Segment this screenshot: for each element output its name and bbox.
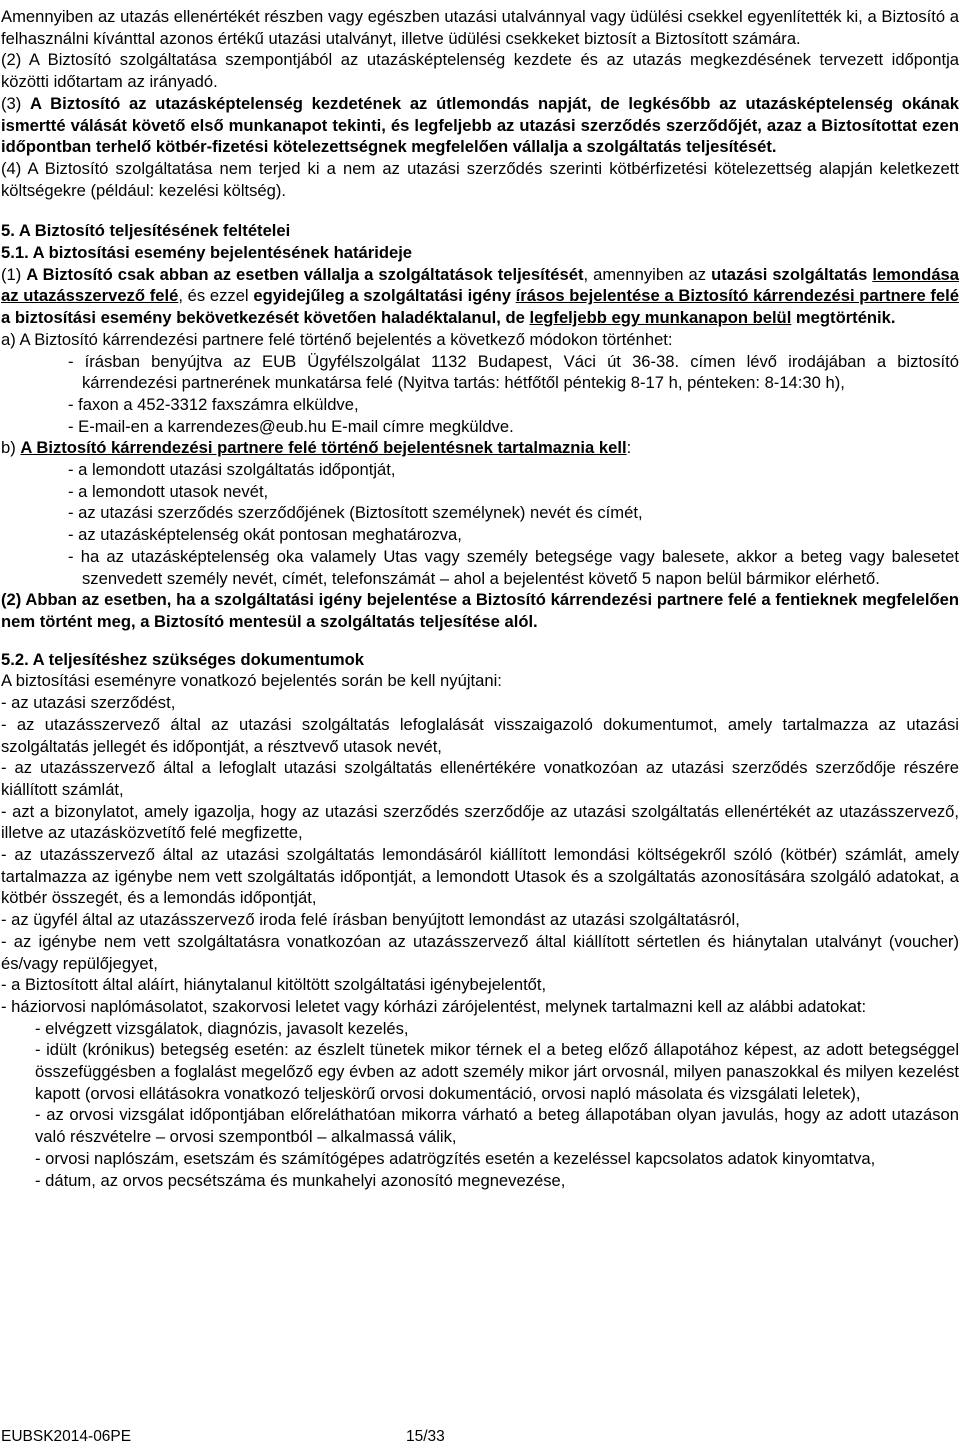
list-item-b4: - az utazásképtelenség okát pontosan meghatározva, [68,525,462,545]
paragraph-5-2: A biztosítási eseményre vonatkozó bejelentés során be kell nyújtani: [1,671,502,691]
sub-list-item-2: - idült (krónikus) betegség esetén: az észlelt tünetek mikor térnek el a beteg előző állapotához képest, az adott betegséggel összefüggésben a foglalást megelőző egy évben az adott személy mikor járt orvosnál, milyen panaszokkal és milyen kezelést kapott (orvosi ellátásokra vonatkozó teljeskörű orvosi dokumentáció, orvosi napló másolata és vizsgálati leletek), [35,1040,959,1103]
p51-g: egyidejűleg a szolgáltatási igény [253,286,516,306]
page-number: 15/33 [406,1428,445,1445]
doc-list-item-7: - az igénybe nem vett szolgáltatásra vonatkozóan az utazásszervező által kiállított sértetlen és hiánytalan utalványt (voucher) és/vagy repülőjegyet, [1,931,959,973]
pb-pre: b) [1,438,21,458]
sub-list-item-5: - dátum, az orvos pecsétszáma és munkahelyi azonosító megnevezése, [35,1170,566,1190]
paragraph-2: (2) A Biztosító szolgáltatása szempontjából az utazásképtelenség kezdete és az utazás megkezdésének tervezett időpontja közötti időtartam az irányadó. [1,50,959,92]
p51-a: (1) [1,264,27,284]
paragraph-b [1,437,959,459]
paragraph-voucher: Amennyiben az utazás ellenértékét részben vagy egészben utazási utalvánnyal vagy üdülési csekkel egyenlítették ki, a Biztosító a felhasználni kívánttal azonos értékű utazási utalványt, illetve üdülési csekkeket biztosít a Biztosított számára. [1,7,959,48]
list-item-email: - E-mail-en a karrendezes@eub.hu E-mail címre megküldve. [68,416,514,436]
list-item-b5: - ha az utazásképtelenség oka valamely Utas vagy személy betegsége vagy balesete, akkor a beteg vagy balesetet szenvedett személy nevét, címét, telefonszámát – ahol a bejelentést követő 5 napon belül bármikor elérhető. [68,546,959,588]
p51-k: megtörténik. [791,308,896,328]
doc-list-item-5: - az utazásszervező által az utazási szolgáltatás lemondásáról kiállított lemondási költségekről szóló (kötbér) számlát, amely tartalmazza az igénybe nem vett szolgáltatás időpontját, a lemondott Utasok és a szolgáltatás azonosítására szolgáló adatokat, a kötbér összegét, és a lemondás időpontját, [1,845,959,908]
p51-e: lemondása az utazásszervező felé [1,264,960,306]
paragraph-4: (4) A Biztosító szolgáltatása nem terjed ki a nem az utazási szerződés szerinti kötbérfizetési kötelezettség alapján keletkezett költségekre (például: kezelési költség). [1,158,959,200]
paragraph-5-1-1 [1,264,959,329]
heading-5-2: 5.2. A teljesítéshez szükséges dokumentumok [1,649,365,669]
doc-list-item-6: - az ügyfél által az utazásszervező iroda felé írásban benyújtott lemondást az utazási szolgáltatásról, [1,910,740,930]
p51-c: , amennyiben az [583,264,712,284]
doc-list-item-3: - az utazásszervező által a lefoglalt utazási szolgáltatás ellenértékére vonatkozóan az utazási szerződés szerződője részére kiállított számlát, [1,758,959,799]
doc-list-item-2: - az utazásszervező által az utazási szolgáltatás lefoglalását visszaigazoló dokumentumot, amely tartalmazza az utazási szolgáltatás jellegét és időpontját, a résztvevő utasok nevét, [1,714,959,756]
paragraph-3 [1,93,959,158]
doc-list-item-9: - háziorvosi naplómásolatot, szakorvosi leletet vagy kórházi zárójelentést, melynek tartalmazni kell az alábbi adatokat: [1,996,867,1016]
doc-list-item-4: - azt a bizonylatot, amely igazolja, hogy az utazási szerződés szerződője az utazási szolgáltatás ellenértékét az utazásszervező, illetve az utazásközvetítő felé megfizette, [1,801,959,843]
p51-f: , és ezzel [178,286,254,306]
heading-5: 5. A Biztosító teljesítésének feltételei [1,221,291,241]
p51-h: írásos bejelentése a Biztosító kárrendezési partnere felé [515,286,959,306]
paragraph-3-number: (3) [1,93,31,113]
list-item-fax: - faxon a 452-3312 faxszámra elküldve, [68,394,359,414]
paragraph-a: a) A Biztosító kárrendezési partnere felé történő bejelentés a következő módokon történhet: [1,329,673,349]
list-item-b1: - a lemondott utazási szolgáltatás időpontját, [68,460,396,480]
doc-list-item-8: - a Biztosított által aláírt, hiánytalanul kitöltött szolgáltatási igénybejelentőt, [1,975,547,995]
p51-b: A Biztosító csak abban az esetben vállalja a szolgáltatások teljesítését [26,264,584,284]
pb-post: : [626,438,632,458]
sub-list-item-1: - elvégzett vizsgálatok, diagnózis, javasolt kezelés, [35,1018,409,1038]
paragraph-3-bold: A Biztosító az utazásképtelenség kezdetének az útlemondás napját, de legkésőbb az utazásképtelenség okának ismertté válását követő első munkanapot tekinti, és legfeljebb az utazási szerződés szerződőjét, azaz a Biztosítottat ezen időpontban terhelő kötbér-fizetési kötelezettségnek megfelelően vállalja a szolgáltatás teljesítését. [1,93,959,157]
pb-bold: A Biztosító kárrendezési partnere felé történő bejelentésnek tartalmaznia kell [20,438,627,458]
sub-list-item-4: - orvosi naplószám, esetszám és számítógépes adatrögzítés esetén a kezeléssel kapcsolatos adatok kinyomtatva, [35,1148,876,1168]
p51-j: legfeljebb egy munkanapon belül [529,308,792,328]
p51-i: a biztosítási esemény bekövetkezését követően haladéktalanul, de [1,308,530,328]
sub-list-item-3: - az orvosi vizsgálat időpontjában előreláthatóan mikorra várható a beteg állapotában olyan javulás, hogy az adott utazáson való részvételre – orvosi szempontból – alkalmassá válik, [35,1105,959,1147]
list-item-b3: - az utazási szerződés szerződőjének (Biztosított személynek) nevét és címét, [68,503,643,523]
paragraph-2-exemption: (2) Abban az esetben, ha a szolgáltatási igény bejelentése a Biztosító kárrendezési partnere felé a fentieknek megfelelően nem történt meg, a Biztosító mentesül a szolgáltatás teljesítése alól. [1,590,959,631]
document-code: EUBSK2014-06PE [1,1428,132,1445]
heading-5-1: 5.1. A biztosítási esemény bejelentésének határideje [1,243,413,263]
p51-d: utazási szolgáltatás [711,264,873,284]
list-item-written: - írásban benyújtva az EUB Ügyfélszolgálat 1132 Budapest, Váci út 36-38. címen lévő irodájában a biztosító kárrendezési partnerének munkatársa felé (Nyitva tartás: hétfőtől péntekig 8-17 h, pénteken: 8-14:30 h), [68,351,959,393]
doc-list-item-1: - az utazási szerződést, [1,693,176,713]
list-item-b2: - a lemondott utasok nevét, [68,481,269,501]
